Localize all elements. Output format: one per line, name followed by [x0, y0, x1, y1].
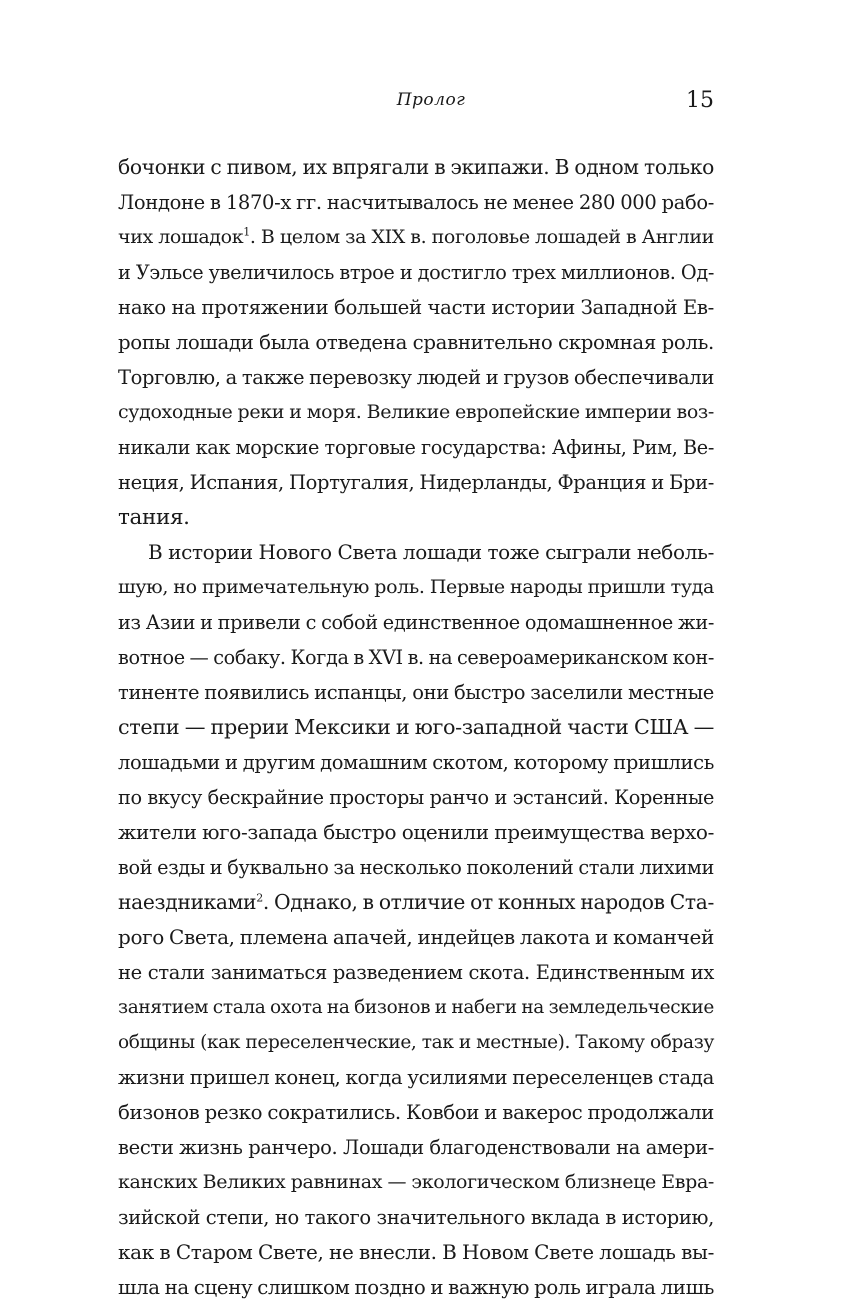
text-line: бочонки с пивом, их впрягали в экипажи. В одном только: [118, 155, 714, 179]
line-text: . В целом за XIX в. поголовье лошадей в Англии: [249, 226, 714, 248]
text-line: по вкусу бескрайние просторы ранчо и эстансий. Коренные: [118, 786, 714, 809]
text-line: шую, но примечательную роль. Первые народы пришли туда: [118, 576, 714, 598]
text-line: Торговлю, а также перевозку людей и грузов обеспечивали: [118, 366, 714, 389]
text-line: никали как морские торговые государства: Афины, Рим, Ве-: [118, 436, 714, 459]
text-line: [118, 220, 714, 255]
text-line: вотное — собаку. Когда в XVI в. на североамериканском кон-: [118, 646, 715, 669]
text-line: из Азии и привели с собой единственное одомашненное жи-: [118, 611, 714, 634]
body-text: [118, 150, 714, 1299]
text-line: не стали заниматься разведением скота. Единственным их: [118, 961, 714, 984]
text-line: степи — прерии Мексики и юго-западной части США —: [118, 715, 714, 739]
text-line: канских Великих равнинах — экологическом близнеце Евра-: [118, 1171, 714, 1193]
text-line: ропы лошади была отведена сравнительно скромная роль.: [118, 331, 714, 354]
text-line: судоходные реки и моря. Великие европейские империи воз-: [118, 401, 714, 423]
text-line: шла на сцену слишком поздно и важную роль играла лишь: [118, 1276, 714, 1299]
text-line: занятием стала охота на бизонов и набеги на земледельческие: [118, 997, 714, 1018]
text-line: тиненте появились испанцы, они быстро заселили местные: [118, 681, 714, 704]
text-line: зийской степи, но такого значительного вклада в историю,: [118, 1206, 714, 1229]
text-line: тания.: [118, 505, 190, 530]
text-line: и Уэльсе увеличилось втрое и достигло трех миллионов. Од-: [118, 261, 714, 284]
text-line: вести жизнь ранчеро. Лошади благоденствовали на амери-: [118, 1136, 714, 1159]
text-line: жизни пришел конец, когда усилиями переселенцев стада: [118, 1066, 714, 1089]
text-line: [118, 885, 714, 920]
text-line: нако на протяжении большей части истории Западной Ев-: [118, 296, 714, 319]
text-line: вой езды и буквально за несколько поколений стали лихими: [118, 856, 714, 879]
text-line: общины (как переселенческие, так и местные). Такому образу: [118, 1032, 714, 1053]
footnote-ref: 1: [243, 225, 250, 239]
line-text: чих лошадок: [118, 226, 244, 248]
running-title: Пролог: [396, 90, 466, 110]
text-line: лошадьми и другим домашним скотом, которому пришлись: [118, 751, 714, 774]
text-line: бизонов резко сократились. Ковбои и вакерос продолжали: [118, 1101, 714, 1124]
line-text: . Однако, в отличие от конных народов Ста-: [262, 890, 714, 914]
footnote-ref: 2: [256, 891, 263, 905]
page-number: 15: [686, 88, 714, 113]
text-line: как в Старом Свете, не внесли. В Новом Свете лошадь вы-: [118, 1240, 714, 1264]
text-line: рого Света, племена апачей, индейцев лакота и команчей: [118, 925, 714, 949]
text-line: жители юго-запада быстро оценили преимущества верхо-: [118, 820, 714, 844]
text-line: неция, Испания, Португалия, Нидерланды, Франция и Бри-: [118, 471, 714, 494]
line-text: наездниками: [118, 890, 257, 914]
text-line: Лондоне в 1870-х гг. насчитывалось не менее 280 000 рабо-: [118, 191, 714, 214]
text-line: В истории Нового Света лошади тоже сыграли неболь-: [148, 540, 714, 564]
